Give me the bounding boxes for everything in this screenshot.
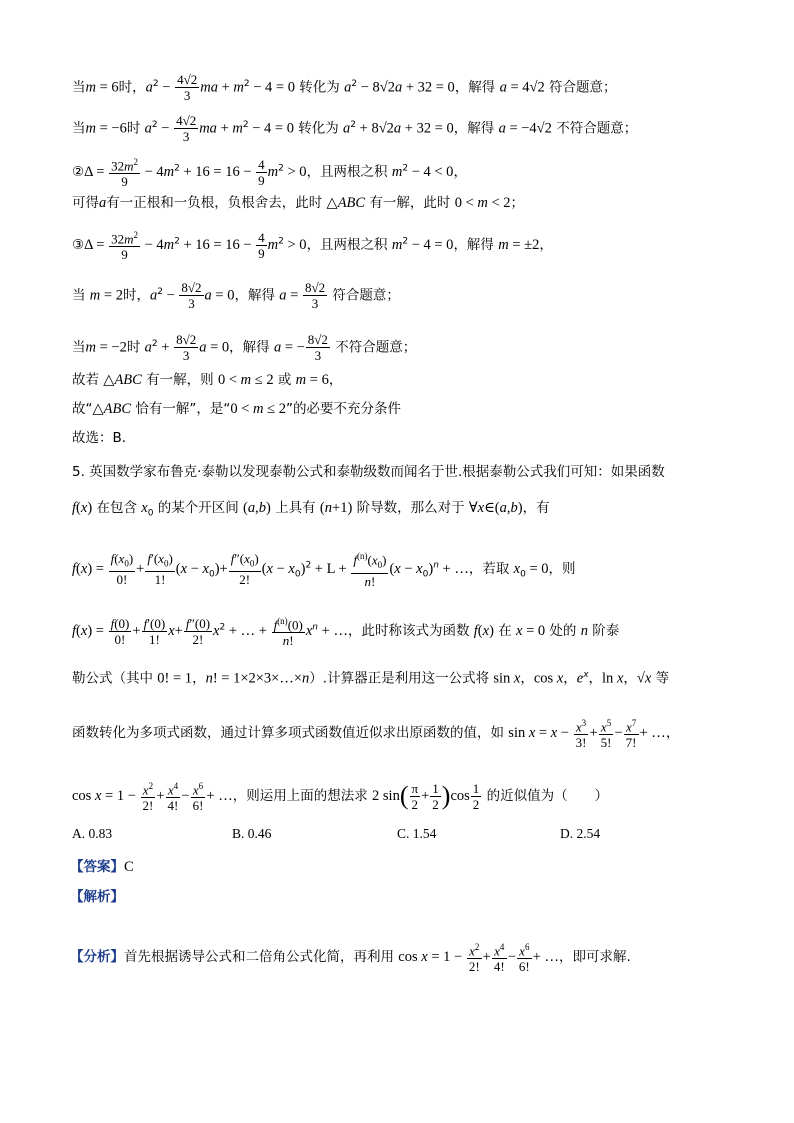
answer-line — [70, 857, 134, 877]
fenxi-line: 【分析】首先根据诱导公式和二倍角公式化简，再利用 cos x = 1 − $\frac{x^2}{2!}$ + $\frac{x^4}{4!}$ − $\frac{x^6}{6!}$ + …，即可求解. — [70, 942, 631, 975]
option-a: A. 0.83 — [72, 826, 113, 841]
option-b: B. 0.46 — [232, 826, 272, 841]
solution-line-m-2: 当 m = 2时，$a^2$ − $\frac{8√2}{3}$ a = 0，解得 a = $\frac{8√2}{3}$ 符合题意； — [72, 280, 400, 311]
solution-line-root-sign: 可得a有一正根和一负根，负根舍去，此时 △ABC 有一解，此时 0 < m < 2； — [72, 195, 525, 211]
solution-line-m-neg2: 当m = −2时 $a^2$ + $\frac{8√2}{3}$ a = 0，解得 a = − $\frac{8√2}{3}$ 不符合题意； — [72, 332, 417, 363]
answer-value: C — [124, 859, 134, 875]
solution-summary: 故若 △ABC 有一解，则 0 < m ≤ 2 或 m = 6， — [72, 372, 343, 388]
question-5-stem: 5. 英国数学家布鲁克·泰勒以发现泰勒公式和泰勒级数而闻名于世.根据泰勒公式我们可知：如果函数 — [72, 464, 665, 480]
question-5-ask: cos x = 1 − $\frac{x^2}{2!}$ + $\frac{x^4}{4!}$ − $\frac{x^6}{6!}$ + …，则运用上面的想法求 2 sin( $\frac{\pi}{2}$ + $\frac{1}{2}$ )cos $\frac{1}{2}$ 的近似值为（ ） — [72, 780, 609, 814]
analysis-label: 【解析】 — [70, 889, 124, 905]
solution-case-3: ③Δ = $\frac{32m^2}{9}$ − $4m^2 + 16 = 16$ − $\frac{4}{9}$ $m^2 > 0$，且两根之积 $m^2 - 4 = 0$，解得 m = ±2， — [72, 229, 553, 263]
question-5-condition: f(x) 在包含 $x_0$ 的某个开区间 (a,b) 上具有 (n+1) 阶导数，那么对于 ∀x∈(a,b)，有 — [72, 500, 550, 519]
solution-line-m-neg6: 当m = −6时 $a^2$ − $\frac{4√2}{3}$ ma + $m^2 - 4 = 0$ 转化为 $a^2 + 8√2a + 32 = 0$，解得 a = −4√2 不符合题意； — [72, 113, 638, 144]
option-c: C. 1.54 — [397, 826, 437, 841]
analysis-line — [70, 887, 124, 907]
answer-label: 【答案】 — [70, 859, 124, 875]
solution-line-m-6: 当m = 6时，$a^2$ − $\frac{4√2}{3}$ ma + $m^2 - 4 = 0$ 转化为 $a^2 - 8√2a + 32 = 0$，解得 a = 4√2 符合题意； — [72, 72, 617, 103]
sin-expansion: 函数转化为多项式函数，通过计算多项式函数值近似求出原函数的值，如 sin x = x − $\frac{x^3}{3!}$ + $\frac{x^5}{5!}$ − $\frac{x^7}{7!}$ + …， — [72, 718, 680, 751]
fenxi-label: 【分析】 — [70, 949, 124, 966]
solution-case-2: ②Δ = $\frac{32m^2}{9}$ − $4m^2 + 16 = 16$ − $\frac{4}{9}$ $m^2 > 0$，且两根之积 $m^2 - 4 < 0$， — [72, 156, 467, 190]
solution-conclusion: 故“△ABC 恰有一解”，是“0 < m ≤ 2”的必要不充分条件 — [72, 401, 401, 417]
solution-choice: 故选：B． — [72, 430, 136, 446]
taylor-formula: f(x) = $\frac{f(x_0)}{0!}$ + $\frac{f'(x_0)}{1!}$ $(x - x_0)+$ $\frac{f''(x_0)}{2!}$ $(x - x_0)^2 + L$ + $\frac{f^{(n)}(x_0)}{n!}$ $(x - x_0)^n$ + …，若取 $x_0 = 0$，则 — [72, 550, 576, 589]
taylor-note: 勒公式（其中 0! = 1，n! = 1×2×3×…×n）.计算器正是利用这一公式将 sin x，cos x，$e^x$，ln x，√x 等 — [72, 670, 670, 687]
maclaurin-formula: f(x) = $\frac{f(0)}{0!}$ + $\frac{f'(0)}{1!}$ x+ $\frac{f''(0)}{2!}$ $x^2$ + … + $\frac{f^{(n)}(0)}{n!}$ $x^n$ + …，此时称该式为函数 f(x) 在 x = 0 处的 n 阶泰 — [72, 615, 620, 649]
option-d: D. 2.54 — [560, 826, 601, 841]
